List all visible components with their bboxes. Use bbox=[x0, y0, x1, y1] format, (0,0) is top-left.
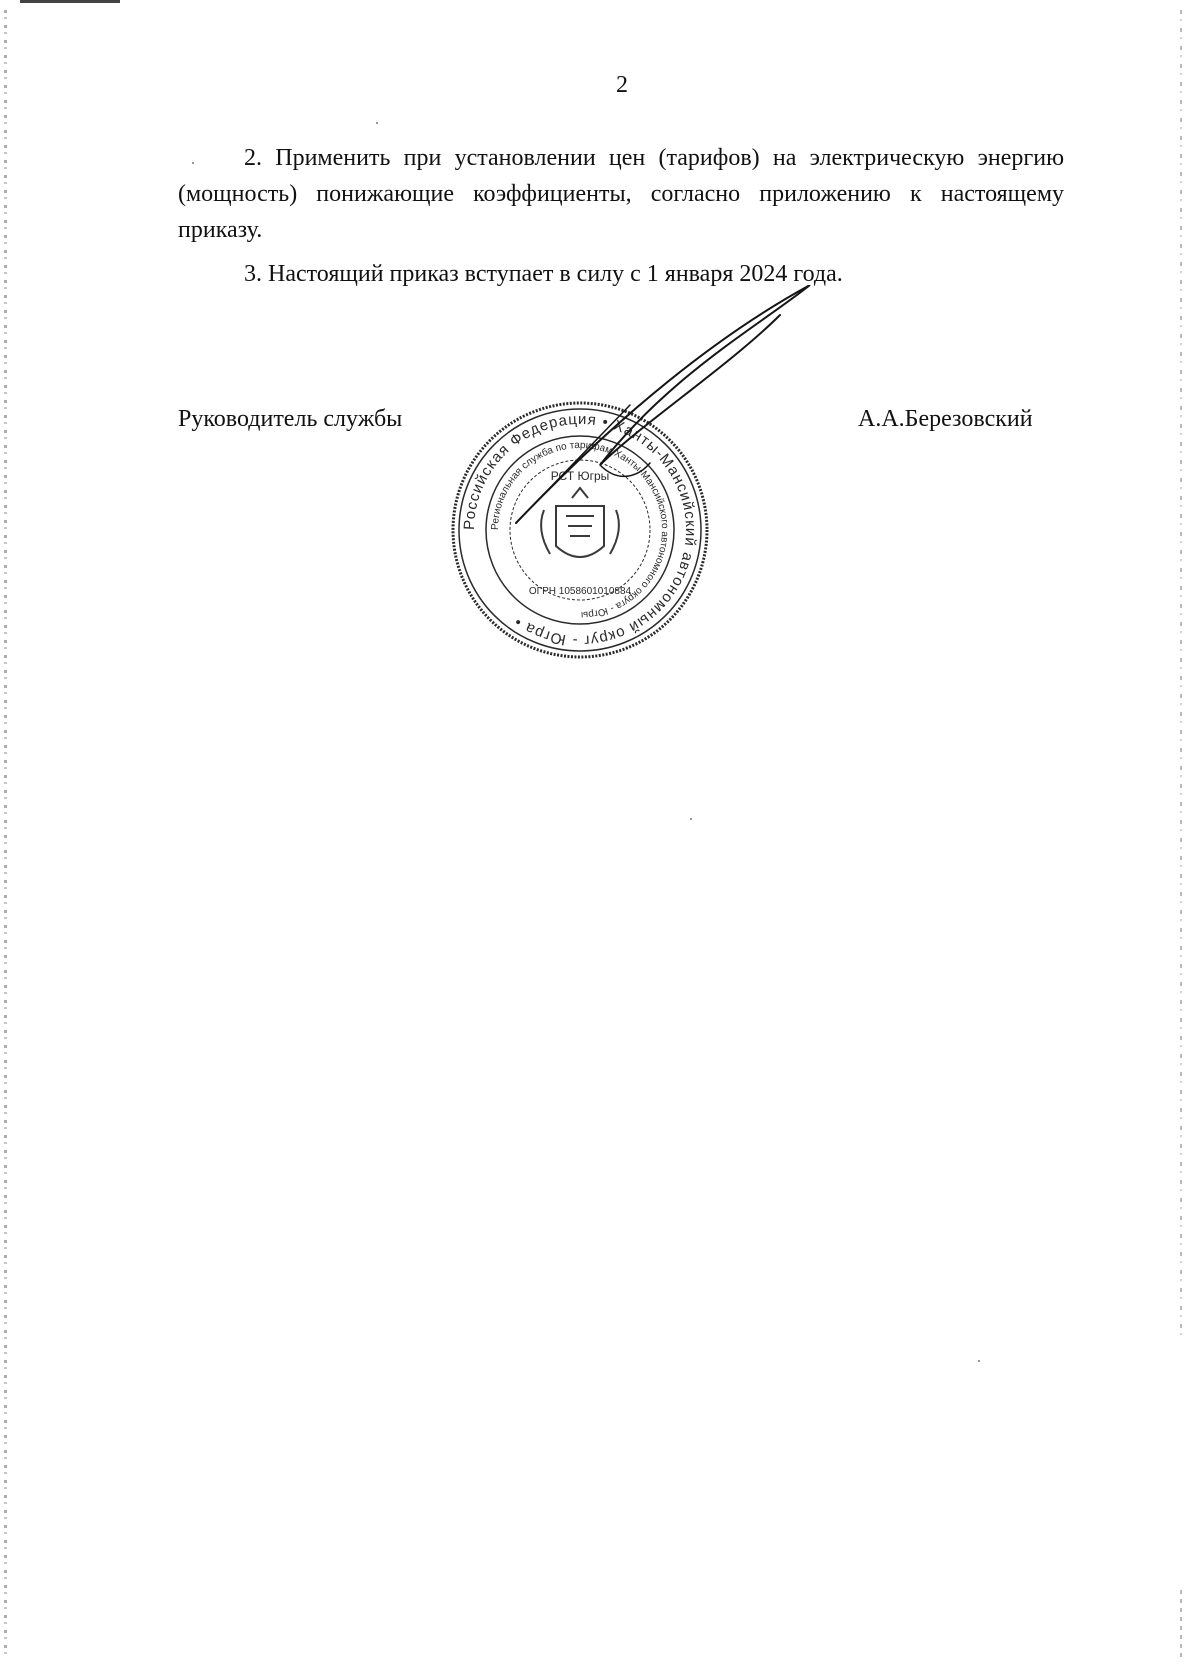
paragraph-3: 3. Настоящий приказ вступает в силу с 1 января 2024 года. bbox=[244, 261, 843, 287]
handwritten-signature bbox=[480, 285, 850, 585]
scan-artifact-left bbox=[4, 10, 7, 1660]
scan-artifact-right-bottom bbox=[1180, 1590, 1182, 1660]
scan-speck bbox=[376, 122, 378, 124]
seal-center-abbr: РСТ Югры bbox=[550, 469, 610, 483]
scan-speck bbox=[690, 818, 692, 820]
paragraph-2: 2. Применить при установлении цен (тарифов) на электрическую энергию (мощность) понижающие коэффициенты, согласно приложению к настоящему приказу. bbox=[178, 145, 1064, 243]
page-number: 2 bbox=[616, 72, 628, 98]
signer-name: А.А.Березовский bbox=[858, 406, 1033, 432]
seal-outer-text: Российская Федерация • Ханты-Мансийский автономный округ - Югра • bbox=[460, 410, 700, 650]
scan-artifact-top bbox=[20, 0, 120, 3]
scan-artifact-right bbox=[1180, 10, 1182, 1340]
signer-position: Руководитель службы bbox=[178, 406, 403, 432]
seal-inner-text: Региональная служба по тарифам Ханты-Мансийского автономного округа - Югры bbox=[489, 439, 671, 621]
seal-ogrn: ОГРН 1058601010884 bbox=[528, 586, 632, 597]
scan-speck bbox=[978, 1360, 980, 1362]
